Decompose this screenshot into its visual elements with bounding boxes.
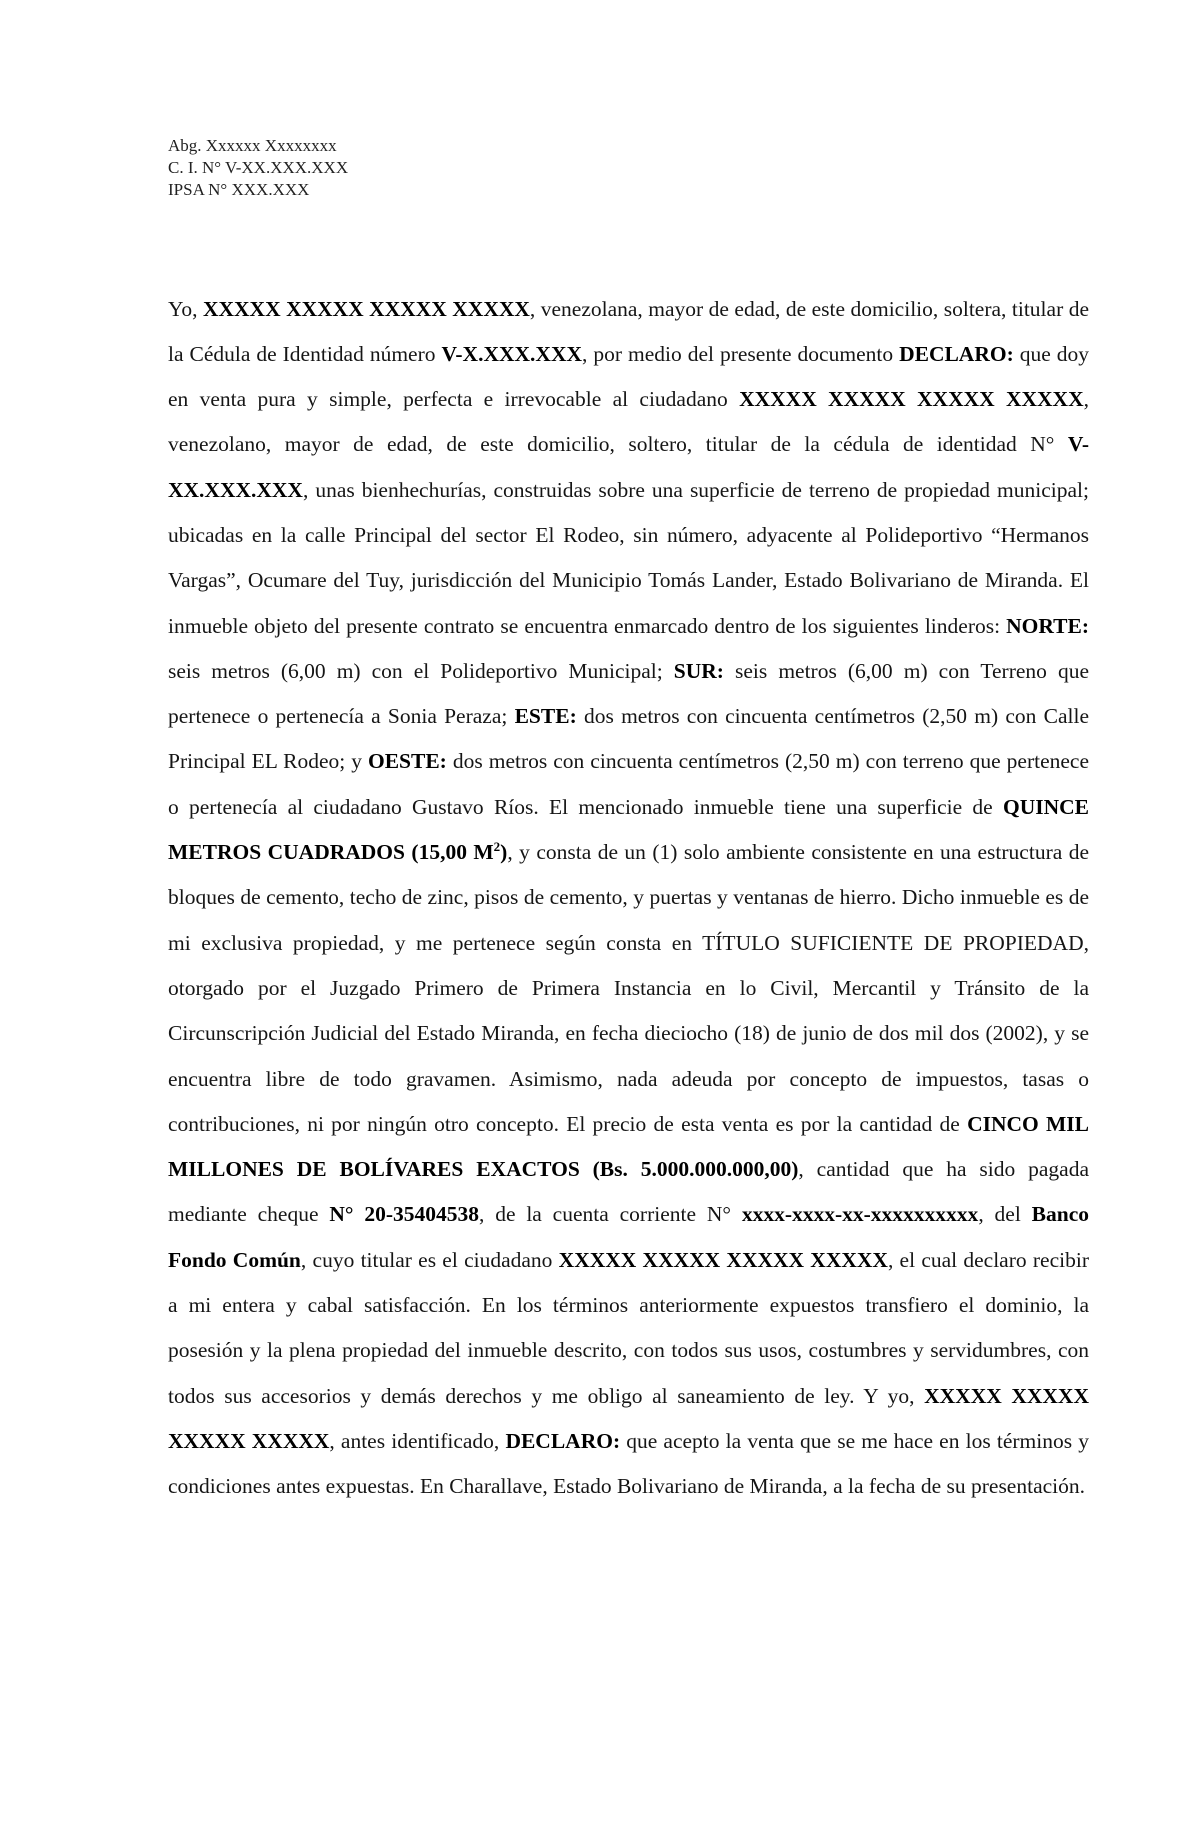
bank-name: Banco Fondo Común <box>168 1202 1089 1272</box>
text-run: , cuyo titular es el ciudadano <box>300 1247 559 1272</box>
account-number: xxxx-xxxx-xx-xxxxxxxxxx <box>741 1202 979 1227</box>
surface-area-close: ) <box>500 840 508 865</box>
boundary-south-label: SUR: <box>673 658 724 683</box>
seller-name: XXXXX XXXXX XXXXX XXXXX <box>202 296 530 321</box>
sale-declaration-paragraph <box>168 287 1089 1510</box>
text-run: seis metros (6,00 m) con Terreno que pertenece o pertenecía a Sonia Peraza; <box>168 658 1089 729</box>
text-run: , cantidad que ha sido pagada mediante cheque <box>168 1157 1089 1227</box>
boundary-north-label: NORTE: <box>1006 613 1089 638</box>
text-run: Yo, <box>168 296 203 321</box>
text-run: seis metros (6,00 m) con el Polideportivo Municipal; <box>168 658 674 683</box>
text-run: , de la cuenta corriente N° <box>478 1202 742 1227</box>
account-holder-name: XXXXX XXXXX XXXXX XXXXX <box>558 1247 888 1272</box>
boundary-east-label: ESTE: <box>514 704 577 729</box>
text-run: , por medio del presente documento <box>582 341 900 366</box>
buyer-name: XXXXX XXXXX XXXXX XXXXX <box>739 387 1084 412</box>
text-run: que acepto la venta que se me hace en los términos y condiciones antes expuestas. En Charallave, Estado Bolivariano de Miranda, a la fecha de su presentación. <box>168 1428 1089 1499</box>
text-run: , del <box>978 1202 1032 1227</box>
text-run: , antes identificado, <box>329 1428 506 1453</box>
boundary-west-label: OESTE: <box>367 749 447 774</box>
text-run: , el cual declaro recibir a mi entera y cabal satisfacción. En los términos anteriormente expuestos transfiero el dominio, la posesión y la plena propiedad del inmueble descrito, con todos sus usos, costumbres y servidumbres, con todos sus accesorios y demás derechos y me obligo al saneamiento de ley. Y yo, <box>168 1247 1089 1408</box>
declaro-keyword-acceptance: DECLARO: <box>505 1428 621 1453</box>
surface-area-text: QUINCE METROS CUADRADOS (15,00 M <box>168 794 1089 865</box>
lawyer-header <box>168 135 348 201</box>
sale-price: CINCO MIL MILLONES DE BOLÍVARES EXACTOS (Bs. 5.000.000.000,00) <box>168 1111 1089 1182</box>
surface-area-superscript: 2 <box>493 838 501 854</box>
lawyer-name: Abg. Xxxxxx Xxxxxxxx <box>168 136 337 155</box>
cheque-number: N° 20-35404538 <box>329 1202 479 1227</box>
buyer-id-number: V-XX.XXX.XXX <box>168 432 1089 502</box>
seller-id-number: V-X.XXX.XXX <box>441 341 582 366</box>
lawyer-ipsa-number: IPSA N° XXX.XXX <box>168 180 310 199</box>
text-run: , y consta de un (1) solo ambiente consistente en una estructura de bloques de cemento, techo de zinc, pisos de cemento, y puertas y ventanas de hierro. Dicho inmueble es de mi exclusiva propiedad, y me pertenece según consta en TÍTULO SUFICIENTE DE PROPIEDAD, otorgado por el Juzgado Primero de Primera Instancia en lo Civil, Mercantil y Tránsito de la Circunscripción Judicial del Estado Miranda, en fecha dieciocho (18) de junio de dos mil dos (2002), y se encuentra libre de todo gravamen. Asimismo, nada adeuda por concepto de impuestos, tasas o contribuciones, ni por ningún otro concepto. El precio de esta venta es por la cantidad de <box>168 840 1089 1136</box>
buyer-name-acceptance: XXXXX XXXXX XXXXX XXXXX <box>168 1383 1089 1453</box>
text-run: , unas bienhechurías, construidas sobre una superficie de terreno de propiedad municipal; ubicadas en la calle Principal del sector El Rodeo, sin número, adyacente al Polideportivo “Hermanos Vargas”, Ocumare del Tuy, jurisdicción del Municipio Tomás Lander, Estado Bolivariano de Miranda. El inmueble objeto del presente contrato se encuentra enmarcado dentro de los siguientes linderos: <box>168 477 1089 638</box>
text-run: que doy en venta pura y simple, perfecta e irrevocable al ciudadano <box>168 341 1089 412</box>
text-run: dos metros con cincuenta centímetros (2,50 m) con Calle Principal EL Rodeo; y <box>168 704 1089 774</box>
text-run: , venezolano, mayor de edad, de este domicilio, soltero, titular de la cédula de identidad N° <box>168 387 1089 457</box>
declaro-keyword: DECLARO: <box>899 341 1014 366</box>
lawyer-id-number: C. I. N° V-XX.XXX.XXX <box>168 158 349 177</box>
text-run: , venezolana, mayor de edad, de este domicilio, soltera, titular de la Cédula de Identidad número <box>168 296 1089 366</box>
text-run: dos metros con cincuenta centímetros (2,50 m) con terreno que pertenece o pertenecía al ciudadano Gustavo Ríos. El mencionado inmueble tiene una superficie de <box>168 749 1089 819</box>
